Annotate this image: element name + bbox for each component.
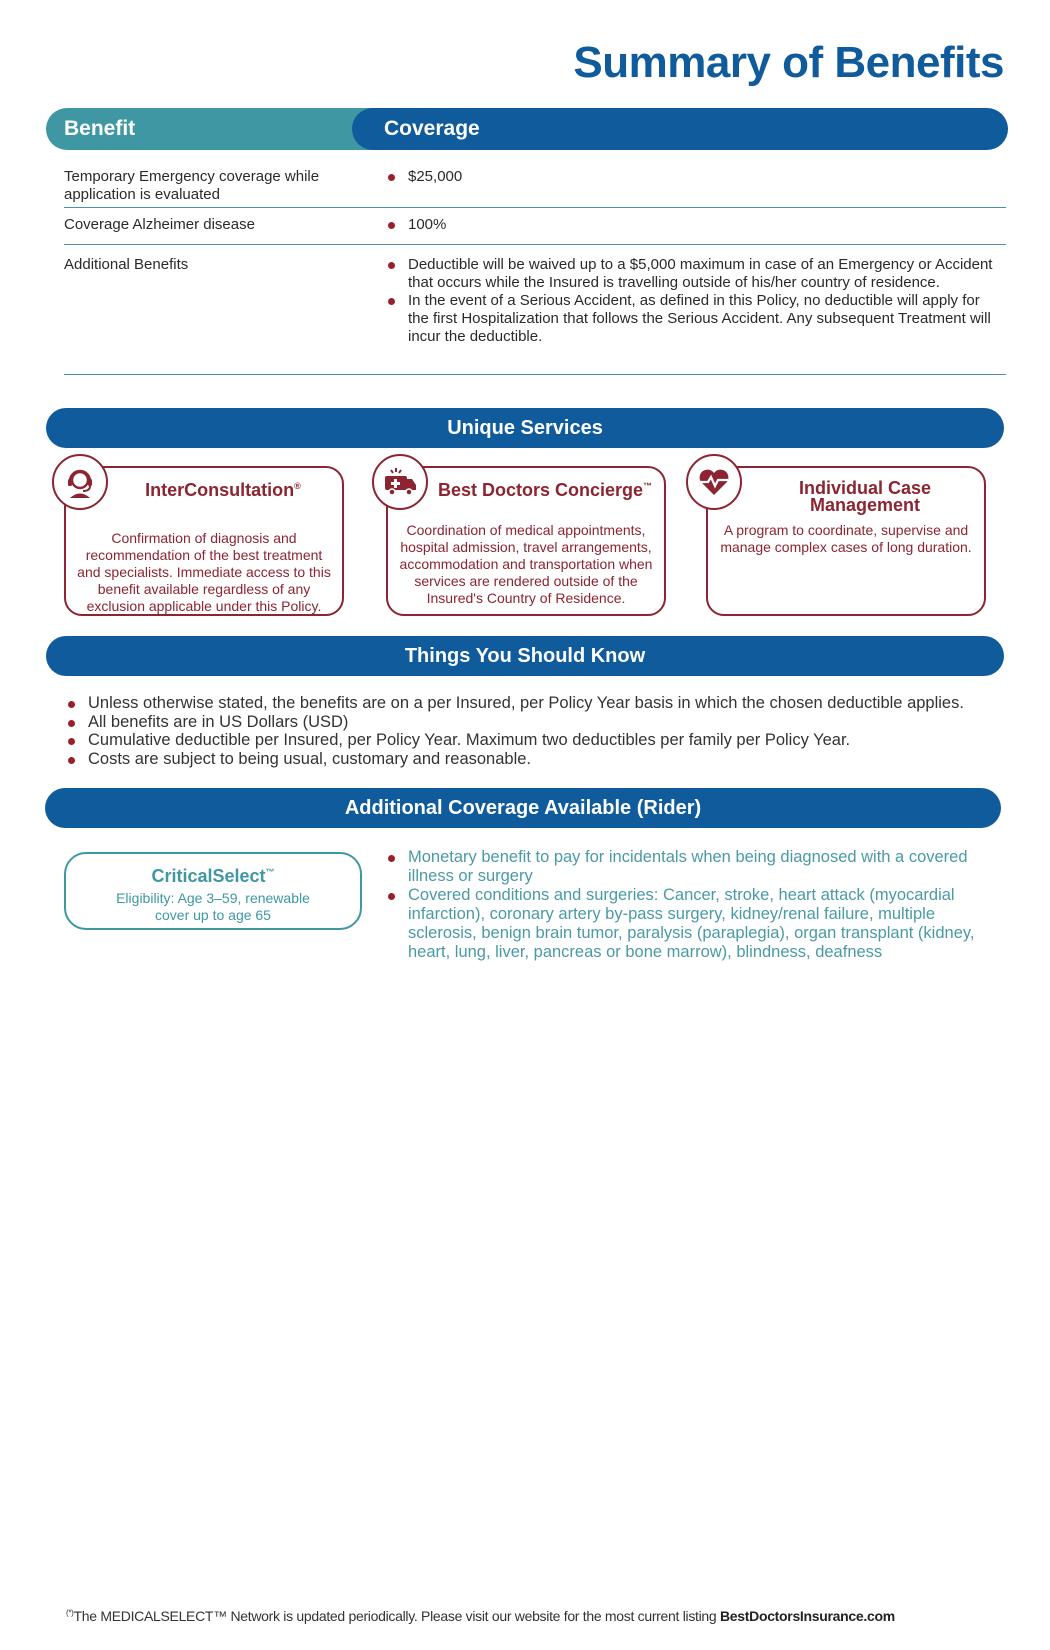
critical-select-box — [64, 852, 362, 930]
list-item: Unless otherwise stated, the benefits are on a per Insured, per Policy Year basis in which the chosen deductible applies. — [66, 694, 1016, 713]
service-card-description: A program to coordinate, supervise and manage complex cases of long duration. — [720, 522, 972, 555]
list-item: All benefits are in US Dollars (USD) — [66, 713, 1016, 732]
rider-eligibility: Eligibility: Age 3–59, renewable cover up to age 65 — [116, 890, 310, 923]
coverage-item: 100% — [386, 216, 996, 234]
footer-note — [66, 1608, 895, 1624]
table-row — [64, 256, 1006, 375]
coverage-item: $25,000 — [386, 168, 996, 186]
rider-header: Additional Coverage Available (Rider) — [45, 788, 1001, 828]
list-item: Cumulative deductible per Insured, per Policy Year. Maximum two deductibles per family per Policy Year. — [66, 731, 1016, 750]
table-row — [64, 168, 1006, 208]
service-card-case-management — [706, 466, 986, 616]
heartbeat-icon — [686, 454, 742, 510]
service-card-concierge — [386, 466, 666, 616]
footer-mark: (*) — [66, 1608, 74, 1618]
service-card-title: InterConsultation® — [145, 480, 301, 500]
footer-text: The MEDICALSELECT™ Network is updated periodically. Please visit our website for the most current listing — [73, 1608, 720, 1624]
coverage-cell — [386, 168, 996, 186]
website-link[interactable]: BestDoctorsInsurance.com — [719, 1608, 895, 1624]
coverage-item: Deductible will be waived up to a $5,000 maximum in case of an Emergency or Accident that occurs while the Insured is travelling outside of his/her country of residence. — [386, 256, 996, 292]
benefit-cell: Temporary Emergency coverage while application is evaluated — [64, 168, 320, 203]
list-item: Monetary benefit to pay for incidentals when being diagnosed with a covered illness or surgery — [386, 848, 1006, 886]
things-to-know-list — [66, 694, 1016, 768]
service-card-title: Best Doctors Concierge™ — [437, 480, 653, 500]
benefit-column-header: Benefit — [46, 108, 386, 150]
page-title: Summary of Benefits — [573, 38, 1004, 87]
unique-services-header: Unique Services — [46, 408, 1004, 448]
benefits-table-header — [46, 108, 1008, 150]
service-card-description: Confirmation of diagnosis and recommendation of the best treatment and specialists. Immediate access to this benefit available regardless of any exclusion applicable under this Policy. — [77, 530, 331, 614]
coverage-cell — [386, 256, 996, 346]
benefit-cell: Coverage Alzheimer disease — [64, 216, 255, 233]
service-card-description: Coordination of medical appointments, hospital admission, travel arrangements, accommodation and transportation when services are rendered outside of the Insured's Country of Residence. — [399, 522, 653, 606]
rider-benefits-list — [386, 848, 1006, 962]
headset-agent-icon — [52, 454, 108, 510]
table-row — [64, 216, 1006, 245]
coverage-item: In the event of a Serious Accident, as defined in this Policy, no deductible will apply for the first Hospitalization that follows the Serious Accident. Any subsequent Treatment will incur the deductible. — [386, 292, 996, 346]
ambulance-icon — [372, 454, 428, 510]
service-card-title: Individual Case Management — [798, 478, 932, 515]
benefit-cell: Additional Benefits — [64, 256, 189, 273]
coverage-column-header: Coverage — [352, 108, 1008, 150]
list-item: Costs are subject to being usual, customary and reasonable. — [66, 750, 1016, 769]
things-to-know-header: Things You Should Know — [46, 636, 1004, 676]
coverage-cell — [386, 216, 996, 234]
rider-product-name: CriticalSelect™ — [151, 866, 275, 886]
list-item: Covered conditions and surgeries: Cancer, stroke, heart attack (myocardial infarction), coronary artery by-pass surgery, kidney/renal failure, multiple sclerosis, benign brain tumor, paralysis (paraplegia), organ transplant (kidney, heart, lung, liver, pancreas or bone marrow), blindness, deafness — [386, 886, 1006, 962]
